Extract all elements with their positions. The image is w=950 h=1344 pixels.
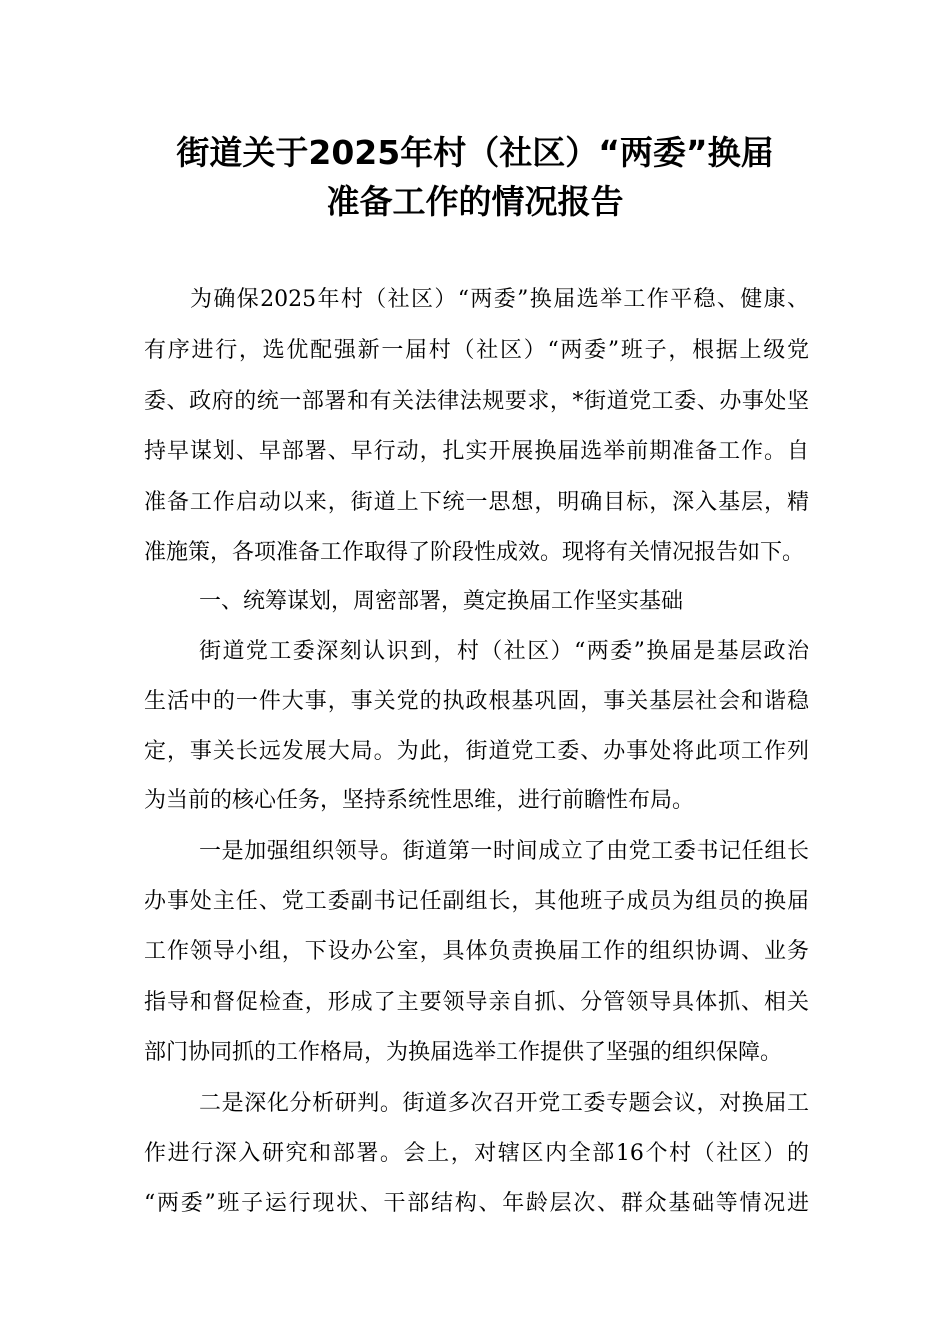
paragraph-4-line-3: “两委”班子运行现状、干部结构、年龄层次、群众基础等情况进: [144, 1191, 809, 1216]
section-heading-1: 一、统筹谋划，周密部署，奠定换届工作坚实基础: [199, 589, 684, 614]
paragraph-3-line-2: 办事处主任、党工委副书记任副组长，其他班子成员为组员的换届: [144, 889, 809, 914]
paragraph-2-line-3: 定，事关长远发展大局。为此，街道党工委、办事处将此项工作列: [144, 739, 809, 764]
document-title-line-2: 准备工作的情况报告: [326, 182, 624, 221]
paragraph-3-line-1: 一是加强组织领导。街道第一时间成立了由党工委书记任组长: [199, 839, 809, 864]
paragraph-2-line-1: 街道党工委深刻认识到，村（社区）“两委”换届是基层政治: [199, 639, 809, 664]
paragraph-3-line-3: 工作领导小组，下设办公室，具体负责换届工作的组织协调、业务: [144, 939, 809, 964]
paragraph-3-line-4: 指导和督促检查，形成了主要领导亲自抓、分管领导具体抓、相关: [144, 990, 809, 1015]
paragraph-1-line-3: 委、政府的统一部署和有关法律法规要求，*街道党工委、办事处坚: [144, 389, 809, 414]
paragraph-1-line-2: 有序进行，选优配强新一届村（社区）“两委”班子，根据上级党: [144, 338, 809, 363]
paragraph-3-line-5: 部门协同抓的工作格局，为换届选举工作提供了坚强的组织保障。: [144, 1040, 783, 1065]
paragraph-4-line-1: 二是深化分析研判。街道多次召开党工委专题会议，对换届工: [199, 1091, 809, 1116]
paragraph-1-line-1: 为确保2025年村（社区）“两委”换届选举工作平稳、健康、: [190, 287, 809, 312]
paragraph-1-line-5: 准备工作启动以来，街道上下统一思想，明确目标，深入基层，精: [144, 490, 809, 515]
paragraph-1-line-4: 持早谋划、早部署、早行动，扎实开展换届选举前期准备工作。自: [144, 439, 809, 464]
document-title-line-1: 街道关于2025年村（社区）“两委”换届: [176, 133, 774, 172]
paragraph-2-line-2: 生活中的一件大事，事关党的执政根基巩固，事关基层社会和谐稳: [144, 689, 809, 714]
paragraph-1-line-6: 准施策，各项准备工作取得了阶段性成效。现将有关情况报告如下。: [144, 540, 805, 565]
paragraph-2-line-4: 为当前的核心任务，坚持系统性思维，进行前瞻性布局。: [144, 788, 695, 813]
paragraph-4-line-2: 作进行深入研究和部署。会上，对辖区内全部16个村（社区）的: [144, 1141, 809, 1166]
